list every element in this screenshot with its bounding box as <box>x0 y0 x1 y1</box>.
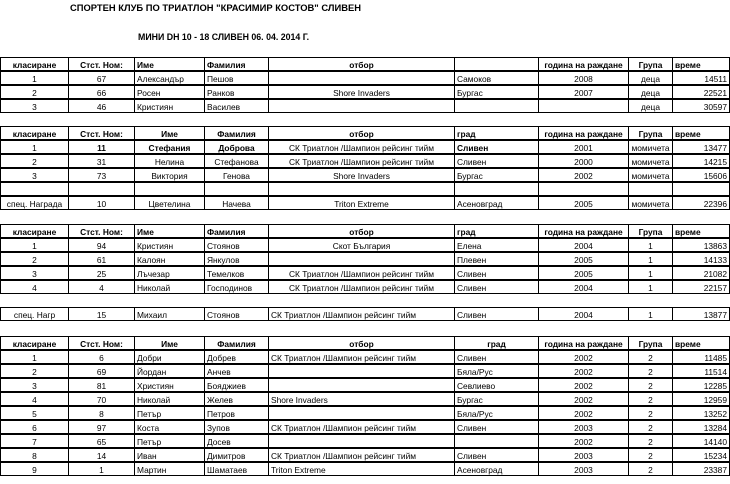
cell-rank: 2 <box>0 85 68 99</box>
header-team: отбор <box>268 57 454 71</box>
cell-first-name: Лъчезар <box>134 266 204 280</box>
cell-city: Елена <box>454 238 538 252</box>
cell-rank: 2 <box>0 154 68 168</box>
cell-city <box>454 434 538 448</box>
cell-time: 21082 <box>672 266 730 280</box>
cell-group: 2 <box>628 350 672 364</box>
cell-time: 22157 <box>672 280 730 294</box>
cell-time: 15234 <box>672 448 730 462</box>
cell-group: 2 <box>628 392 672 406</box>
cell-rank: 4 <box>0 392 68 406</box>
cell-team: СК Триатлон /Шампион рейсинг тийм <box>268 307 454 321</box>
cell-start-number: 66 <box>68 85 134 99</box>
cell-birth-year: 2002 <box>538 378 628 392</box>
cell-first-name: Михаил <box>134 307 204 321</box>
table-row <box>0 252 730 266</box>
cell-time: 13477 <box>672 140 730 154</box>
cell-time: 14511 <box>672 71 730 85</box>
cell-first-name: Кристиян <box>134 238 204 252</box>
cell-city: Бяла/Рус <box>454 406 538 420</box>
cell-city: Сливен <box>454 266 538 280</box>
cell-last-name: Стоянов <box>204 307 268 321</box>
cell-team <box>268 252 454 266</box>
cell-first-name: Виктория <box>134 168 204 182</box>
cell-start-number: 73 <box>68 168 134 182</box>
cell-start-number: 31 <box>68 154 134 168</box>
table-row <box>0 462 730 476</box>
cell-rank: 6 <box>0 420 68 434</box>
header-birth-year: година на раждане <box>538 224 628 238</box>
cell-city: Сливен <box>454 280 538 294</box>
cell-birth-year: 2004 <box>538 280 628 294</box>
cell-last-name: Желев <box>204 392 268 406</box>
cell-first-name: Йордан <box>134 364 204 378</box>
header-group: Група <box>628 57 672 71</box>
cell-city: Бургас <box>454 392 538 406</box>
cell-team <box>268 378 454 392</box>
cell-start-number <box>68 182 134 196</box>
cell-group <box>628 182 672 196</box>
cell-city: Сливен <box>454 420 538 434</box>
cell-time: 14140 <box>672 434 730 448</box>
cell-first-name: Християн <box>134 378 204 392</box>
table-header-row <box>0 224 730 238</box>
cell-time: 22396 <box>672 196 730 210</box>
cell-birth-year: 2000 <box>538 154 628 168</box>
table-header-row <box>0 126 730 140</box>
cell-first-name: Кристиян <box>134 99 204 113</box>
cell-birth-year: 2002 <box>538 168 628 182</box>
cell-first-name: Николай <box>134 280 204 294</box>
cell-last-name: Добрев <box>204 350 268 364</box>
cell-birth-year: 2007 <box>538 85 628 99</box>
cell-start-number: 69 <box>68 364 134 378</box>
cell-rank: спец. Нагр <box>0 307 68 321</box>
cell-time <box>672 182 730 196</box>
cell-start-number: 4 <box>68 280 134 294</box>
cell-group: 1 <box>628 266 672 280</box>
cell-last-name: Ранков <box>204 85 268 99</box>
cell-last-name: Петров <box>204 406 268 420</box>
cell-start-number: 14 <box>68 448 134 462</box>
cell-first-name <box>134 182 204 196</box>
cell-last-name: Генова <box>204 168 268 182</box>
cell-rank: 1 <box>0 140 68 154</box>
header-rank: класиране <box>0 57 68 71</box>
cell-group: 1 <box>628 280 672 294</box>
cell-city: Севлиево <box>454 378 538 392</box>
cell-group: 2 <box>628 378 672 392</box>
cell-team: СК Триатлон /Шампион рейсинг тийм <box>268 280 454 294</box>
cell-first-name: Калоян <box>134 252 204 266</box>
table-row <box>0 140 730 154</box>
cell-city: Сливен <box>454 307 538 321</box>
cell-group: момичета <box>628 168 672 182</box>
cell-time: 13863 <box>672 238 730 252</box>
cell-city: Асеновград <box>454 462 538 476</box>
cell-start-number: 70 <box>68 392 134 406</box>
cell-start-number: 67 <box>68 71 134 85</box>
cell-birth-year: 2003 <box>538 448 628 462</box>
cell-birth-year: 2005 <box>538 252 628 266</box>
cell-city: Сливен <box>454 448 538 462</box>
table-row <box>0 434 730 448</box>
cell-birth-year: 2004 <box>538 238 628 252</box>
cell-last-name: Зупов <box>204 420 268 434</box>
cell-start-number: 97 <box>68 420 134 434</box>
cell-group: деца <box>628 71 672 85</box>
table-row <box>0 280 730 294</box>
cell-group: момичета <box>628 140 672 154</box>
table-row <box>0 378 730 392</box>
cell-rank: 3 <box>0 99 68 113</box>
table-row <box>0 364 730 378</box>
cell-rank: 4 <box>0 280 68 294</box>
cell-team <box>268 182 454 196</box>
header-first-name: Име <box>134 224 204 238</box>
cell-last-name: Господинов <box>204 280 268 294</box>
cell-group: деца <box>628 99 672 113</box>
cell-team: СК Триатлон /Шампион рейсинг тийм <box>268 420 454 434</box>
header-last-name: Фамилия <box>204 224 268 238</box>
cell-birth-year: 2005 <box>538 196 628 210</box>
cell-team <box>268 99 454 113</box>
table-row <box>0 196 730 210</box>
cell-birth-year: 2002 <box>538 392 628 406</box>
cell-last-name: Анчев <box>204 364 268 378</box>
cell-start-number: 25 <box>68 266 134 280</box>
header-start-number: Стст. Ном: <box>68 126 134 140</box>
header-rank: класиране <box>0 336 68 350</box>
table-row <box>0 307 730 321</box>
cell-last-name: Начева <box>204 196 268 210</box>
cell-city <box>454 99 538 113</box>
cell-first-name: Николай <box>134 392 204 406</box>
header-city: град <box>454 126 538 140</box>
cell-first-name: Нелина <box>134 154 204 168</box>
cell-start-number: 8 <box>68 406 134 420</box>
cell-time: 23387 <box>672 462 730 476</box>
cell-rank: 3 <box>0 378 68 392</box>
cell-first-name: Петър <box>134 434 204 448</box>
header-last-name: Фамилия <box>204 57 268 71</box>
cell-team: СК Триатлон /Шампион рейсинг тийм <box>268 350 454 364</box>
page-title: СПОРТЕН КЛУБ ПО ТРИАТЛОН "КРАСИМИР КОСТОВ" СЛИВЕН <box>70 2 362 13</box>
table-row <box>0 392 730 406</box>
cell-birth-year: 2003 <box>538 462 628 476</box>
header-first-name: Име <box>134 57 204 71</box>
header-city: град <box>454 224 538 238</box>
cell-city: Бургас <box>454 85 538 99</box>
table-row <box>0 350 730 364</box>
header-first-name: Име <box>134 126 204 140</box>
header-group: Група <box>628 224 672 238</box>
cell-time: 15606 <box>672 168 730 182</box>
table-row <box>0 448 730 462</box>
table-header-row <box>0 336 730 350</box>
cell-time: 12959 <box>672 392 730 406</box>
cell-time: 13877 <box>672 307 730 321</box>
table-row <box>0 168 730 182</box>
table-row <box>0 238 730 252</box>
cell-group: момичета <box>628 154 672 168</box>
cell-group: 2 <box>628 364 672 378</box>
cell-team: СК Триатлон /Шампион рейсинг тийм <box>268 154 454 168</box>
cell-birth-year: 2003 <box>538 420 628 434</box>
cell-start-number: 46 <box>68 99 134 113</box>
header-time: време <box>672 336 730 350</box>
cell-time: 12285 <box>672 378 730 392</box>
cell-birth-year: 2004 <box>538 307 628 321</box>
cell-group: 2 <box>628 462 672 476</box>
cell-team: СК Триатлон /Шампион рейсинг тийм <box>268 448 454 462</box>
cell-last-name: Темелков <box>204 266 268 280</box>
cell-birth-year: 2002 <box>538 364 628 378</box>
cell-group: 2 <box>628 448 672 462</box>
table-row <box>0 85 730 99</box>
cell-last-name: Стефанова <box>204 154 268 168</box>
cell-first-name: Цветелина <box>134 196 204 210</box>
cell-rank: 3 <box>0 168 68 182</box>
cell-team: Shore Invaders <box>268 392 454 406</box>
cell-city: Плевен <box>454 252 538 266</box>
header-last-name: Фамилия <box>204 336 268 350</box>
cell-last-name: Димитров <box>204 448 268 462</box>
cell-group: момичета <box>628 196 672 210</box>
cell-team: Shore Invaders <box>268 85 454 99</box>
cell-city: Бяла/Рус <box>454 364 538 378</box>
cell-last-name: Пешов <box>204 71 268 85</box>
cell-group: 1 <box>628 252 672 266</box>
cell-start-number: 61 <box>68 252 134 266</box>
table-row <box>0 71 730 85</box>
event-subtitle: МИНИ DH 10 - 18 СЛИВЕН 06. 04. 2014 Г. <box>138 32 310 42</box>
cell-time: 30597 <box>672 99 730 113</box>
cell-team: Triton Extreme <box>268 196 454 210</box>
header-last-name: Фамилия <box>204 126 268 140</box>
cell-first-name: Добри <box>134 350 204 364</box>
cell-group: 1 <box>628 307 672 321</box>
cell-rank: 2 <box>0 252 68 266</box>
cell-group: деца <box>628 85 672 99</box>
cell-time: 14215 <box>672 154 730 168</box>
cell-time: 13284 <box>672 420 730 434</box>
cell-first-name: Росен <box>134 85 204 99</box>
cell-city: Сливен <box>454 154 538 168</box>
cell-group: 2 <box>628 420 672 434</box>
header-team: отбор <box>268 224 454 238</box>
cell-birth-year <box>538 99 628 113</box>
header-rank: класиране <box>0 224 68 238</box>
cell-rank: 1 <box>0 71 68 85</box>
cell-first-name: Александър <box>134 71 204 85</box>
cell-start-number: 65 <box>68 434 134 448</box>
cell-birth-year: 2005 <box>538 266 628 280</box>
cell-first-name: Петър <box>134 406 204 420</box>
header-start-number: Стст. Ном: <box>68 57 134 71</box>
cell-last-name: Янкулов <box>204 252 268 266</box>
cell-birth-year: 2001 <box>538 140 628 154</box>
cell-team: Скот България <box>268 238 454 252</box>
cell-group: 2 <box>628 434 672 448</box>
cell-group: 2 <box>628 406 672 420</box>
cell-team: Triton Extreme <box>268 462 454 476</box>
table-header-row <box>0 57 730 71</box>
cell-team <box>268 71 454 85</box>
cell-team: Shore Invaders <box>268 168 454 182</box>
cell-start-number: 10 <box>68 196 134 210</box>
cell-first-name: Мартин <box>134 462 204 476</box>
cell-start-number: 15 <box>68 307 134 321</box>
cell-city: Самоков <box>454 71 538 85</box>
cell-rank: 9 <box>0 462 68 476</box>
cell-first-name: Иван <box>134 448 204 462</box>
header-time: време <box>672 224 730 238</box>
cell-birth-year: 2002 <box>538 434 628 448</box>
header-time: време <box>672 126 730 140</box>
cell-birth-year: 2008 <box>538 71 628 85</box>
header-city: град <box>454 336 538 350</box>
cell-team <box>268 406 454 420</box>
cell-rank: 7 <box>0 434 68 448</box>
header-first-name: Име <box>134 336 204 350</box>
cell-rank <box>0 182 68 196</box>
cell-birth-year: 2002 <box>538 350 628 364</box>
cell-start-number: 6 <box>68 350 134 364</box>
cell-start-number: 1 <box>68 462 134 476</box>
cell-last-name: Стоянов <box>204 238 268 252</box>
header-birth-year: година на раждане <box>538 57 628 71</box>
cell-last-name: Досев <box>204 434 268 448</box>
cell-group: 1 <box>628 238 672 252</box>
table-row <box>0 154 730 168</box>
table-row <box>0 420 730 434</box>
cell-time: 14133 <box>672 252 730 266</box>
cell-team <box>268 364 454 378</box>
cell-last-name <box>204 182 268 196</box>
cell-team: СК Триатлон /Шампион рейсинг тийм <box>268 266 454 280</box>
header-birth-year: година на раждане <box>538 126 628 140</box>
cell-rank: 3 <box>0 266 68 280</box>
cell-rank: 2 <box>0 364 68 378</box>
cell-team <box>268 434 454 448</box>
cell-first-name: Стефания <box>134 140 204 154</box>
cell-first-name: Коста <box>134 420 204 434</box>
cell-time: 13252 <box>672 406 730 420</box>
cell-birth-year <box>538 182 628 196</box>
cell-time: 11485 <box>672 350 730 364</box>
cell-rank: 8 <box>0 448 68 462</box>
table-row <box>0 266 730 280</box>
cell-last-name: Бояджиев <box>204 378 268 392</box>
header-team: отбор <box>268 336 454 350</box>
header-city <box>454 57 538 71</box>
cell-last-name: Доброва <box>204 140 268 154</box>
header-group: Група <box>628 336 672 350</box>
cell-rank: 1 <box>0 238 68 252</box>
cell-city: Сливен <box>454 350 538 364</box>
header-team: отбор <box>268 126 454 140</box>
cell-city: Бургас <box>454 168 538 182</box>
table-row <box>0 182 730 196</box>
cell-start-number: 81 <box>68 378 134 392</box>
table-row <box>0 406 730 420</box>
table-row <box>0 99 730 113</box>
cell-rank: 1 <box>0 350 68 364</box>
cell-last-name: Василев <box>204 99 268 113</box>
cell-time: 22521 <box>672 85 730 99</box>
cell-city: Асеновград <box>454 196 538 210</box>
cell-city: Сливен <box>454 140 538 154</box>
cell-start-number: 94 <box>68 238 134 252</box>
cell-time: 11514 <box>672 364 730 378</box>
header-start-number: Стст. Ном: <box>68 336 134 350</box>
header-rank: класиране <box>0 126 68 140</box>
header-birth-year: година на раждане <box>538 336 628 350</box>
cell-rank: спец. Награда <box>0 196 68 210</box>
cell-last-name: Шаматаев <box>204 462 268 476</box>
header-time: време <box>672 57 730 71</box>
cell-team: СК Триатлон /Шампион рейсинг тийм <box>268 140 454 154</box>
cell-rank: 5 <box>0 406 68 420</box>
cell-city <box>454 182 538 196</box>
cell-start-number: 11 <box>68 140 134 154</box>
header-group: Група <box>628 126 672 140</box>
header-start-number: Стст. Ном: <box>68 224 134 238</box>
cell-birth-year: 2002 <box>538 406 628 420</box>
